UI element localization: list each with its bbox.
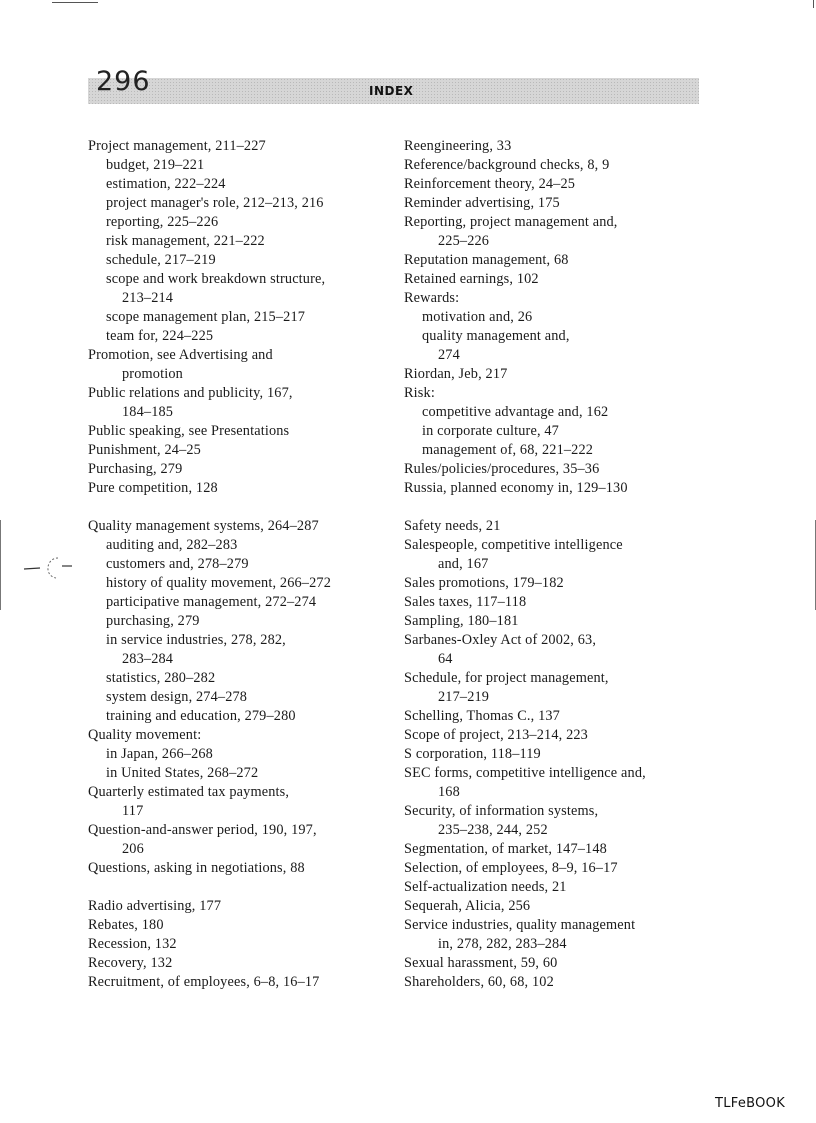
index-entry: Rules/policies/procedures, 35–36	[404, 461, 600, 477]
index-subentry: competitive advantage and, 162	[422, 404, 609, 420]
index-entry: Schelling, Thomas C., 137	[404, 708, 560, 724]
index-entry: Riordan, Jeb, 217	[404, 366, 508, 382]
index-entry: Sexual harassment, 59, 60	[404, 955, 558, 971]
index-entry-continuation: and, 167	[438, 556, 489, 572]
index-entry: Selection, of employees, 8–9, 16–17	[404, 860, 618, 876]
index-subentry: estimation, 222–224	[106, 176, 226, 192]
index-subentry: participative management, 272–274	[106, 594, 317, 610]
index-subentry: in Japan, 266–268	[106, 746, 213, 762]
index-entry-continuation: 213–214	[122, 290, 174, 306]
index-subentry: customers and, 278–279	[106, 556, 249, 572]
index-entry: S corporation, 118–119	[404, 746, 541, 762]
index-entry: Self-actualization needs, 21	[404, 879, 567, 895]
index-entry-continuation: 168	[438, 784, 460, 800]
running-header-title: INDEX	[369, 84, 414, 98]
index-entry: Project management, 211–227	[88, 138, 266, 154]
index-entry: Sarbanes-Oxley Act of 2002, 63,	[404, 632, 597, 648]
index-entry: Schedule, for project management,	[404, 670, 609, 686]
index-entry-continuation: 117	[122, 803, 144, 819]
scan-top-rule	[52, 2, 98, 3]
index-subentry: team for, 224–225	[106, 328, 214, 344]
index-entry: Rebates, 180	[88, 917, 164, 933]
index-entry-continuation: 217–219	[438, 689, 490, 705]
index-entry: Question-and-answer period, 190, 197,	[88, 822, 317, 838]
index-subentry: in service industries, 278, 282,	[106, 632, 286, 648]
index-entry: SEC forms, competitive intelligence and,	[404, 765, 646, 781]
index-entry: Sampling, 180–181	[404, 613, 519, 629]
index-subentry: reporting, 225–226	[106, 214, 219, 230]
index-entry-continuation: 283–284	[122, 651, 174, 667]
index-entry: Rewards:	[404, 290, 460, 306]
index-section-gap	[88, 498, 388, 517]
index-entry-continuation: 274	[438, 347, 460, 363]
index-entry: Risk:	[404, 385, 435, 401]
index-entry: Questions, asking in negotiations, 88	[88, 860, 305, 876]
index-subentry: quality management and,	[422, 328, 570, 344]
index-entry: Shareholders, 60, 68, 102	[404, 974, 554, 990]
index-entry: Quarterly estimated tax payments,	[88, 784, 290, 800]
index-entry: Russia, planned economy in, 129–130	[404, 480, 628, 496]
index-entry: Sales taxes, 117–118	[404, 594, 527, 610]
index-subentry: system design, 274–278	[106, 689, 248, 705]
index-column-left	[88, 137, 388, 992]
index-entry: Recovery, 132	[88, 955, 173, 971]
index-subentry: purchasing, 279	[106, 613, 200, 629]
index-entry-continuation: 225–226	[438, 233, 490, 249]
index-entry-continuation: in, 278, 282, 283–284	[438, 936, 567, 952]
index-subentry: in United States, 268–272	[106, 765, 259, 781]
index-subentry: motivation and, 26	[422, 309, 533, 325]
index-entry: Security, of information systems,	[404, 803, 599, 819]
index-subentry: management of, 68, 221–222	[422, 442, 594, 458]
index-section-gap	[88, 878, 388, 897]
index-entry: Reference/background checks, 8, 9	[404, 157, 610, 173]
index-entry-continuation: 235–238, 244, 252	[438, 822, 548, 838]
index-entry-continuation: 206	[122, 841, 144, 857]
index-entry: Segmentation, of market, 147–148	[404, 841, 607, 857]
index-entry: Salespeople, competitive intelligence	[404, 537, 623, 553]
index-section-gap	[404, 498, 724, 517]
index-entry: Pure competition, 128	[88, 480, 218, 496]
index-entry: Reputation management, 68	[404, 252, 569, 268]
index-entry: Purchasing, 279	[88, 461, 183, 477]
index-entry: Recession, 132	[88, 936, 177, 952]
index-entry: Scope of project, 213–214, 223	[404, 727, 588, 743]
margin-annotation-mark	[22, 552, 102, 582]
index-entry: Reminder advertising, 175	[404, 195, 560, 211]
index-entry: Recruitment, of employees, 6–8, 16–17	[88, 974, 320, 990]
index-entry: Reporting, project management and,	[404, 214, 618, 230]
index-entry: Safety needs, 21	[404, 518, 501, 534]
index-subentry: history of quality movement, 266–272	[106, 575, 331, 591]
index-entry-continuation: 64	[438, 651, 453, 667]
index-entry: Quality movement:	[88, 727, 202, 743]
index-subentry: budget, 219–221	[106, 157, 205, 173]
index-entry: Quality management systems, 264–287	[88, 518, 319, 534]
index-column-right	[404, 137, 724, 992]
index-entry: Promotion, see Advertising and	[88, 347, 273, 363]
index-entry: Reengineering, 33	[404, 138, 512, 154]
scan-left-edge-mark	[0, 520, 1, 610]
scan-corner-rule	[813, 0, 814, 8]
index-subentry: scope management plan, 215–217	[106, 309, 306, 325]
index-entry: Sales promotions, 179–182	[404, 575, 564, 591]
index-subentry: scope and work breakdown structure,	[106, 271, 326, 287]
index-entry: Retained earnings, 102	[404, 271, 539, 287]
index-subentry: schedule, 217–219	[106, 252, 216, 268]
index-subentry: auditing and, 282–283	[106, 537, 238, 553]
index-subentry: statistics, 280–282	[106, 670, 216, 686]
index-entry: Radio advertising, 177	[88, 898, 222, 914]
index-entry: Sequerah, Alicia, 256	[404, 898, 531, 914]
index-entry-continuation: promotion	[122, 366, 183, 382]
index-entry: Public relations and publicity, 167,	[88, 385, 293, 401]
index-entry-continuation: 184–185	[122, 404, 174, 420]
index-entry: Reinforcement theory, 24–25	[404, 176, 576, 192]
index-entry: Public speaking, see Presentations	[88, 423, 290, 439]
index-entry: Punishment, 24–25	[88, 442, 201, 458]
page-number: 296	[96, 66, 151, 97]
index-subentry: risk management, 221–222	[106, 233, 265, 249]
index-subentry: project manager's role, 212–213, 216	[106, 195, 324, 211]
index-entry: Service industries, quality management	[404, 917, 636, 933]
index-subentry: in corporate culture, 47	[422, 423, 559, 439]
index-subentry: training and education, 279–280	[106, 708, 296, 724]
footer-watermark: TLFeBOOK	[715, 1096, 786, 1111]
